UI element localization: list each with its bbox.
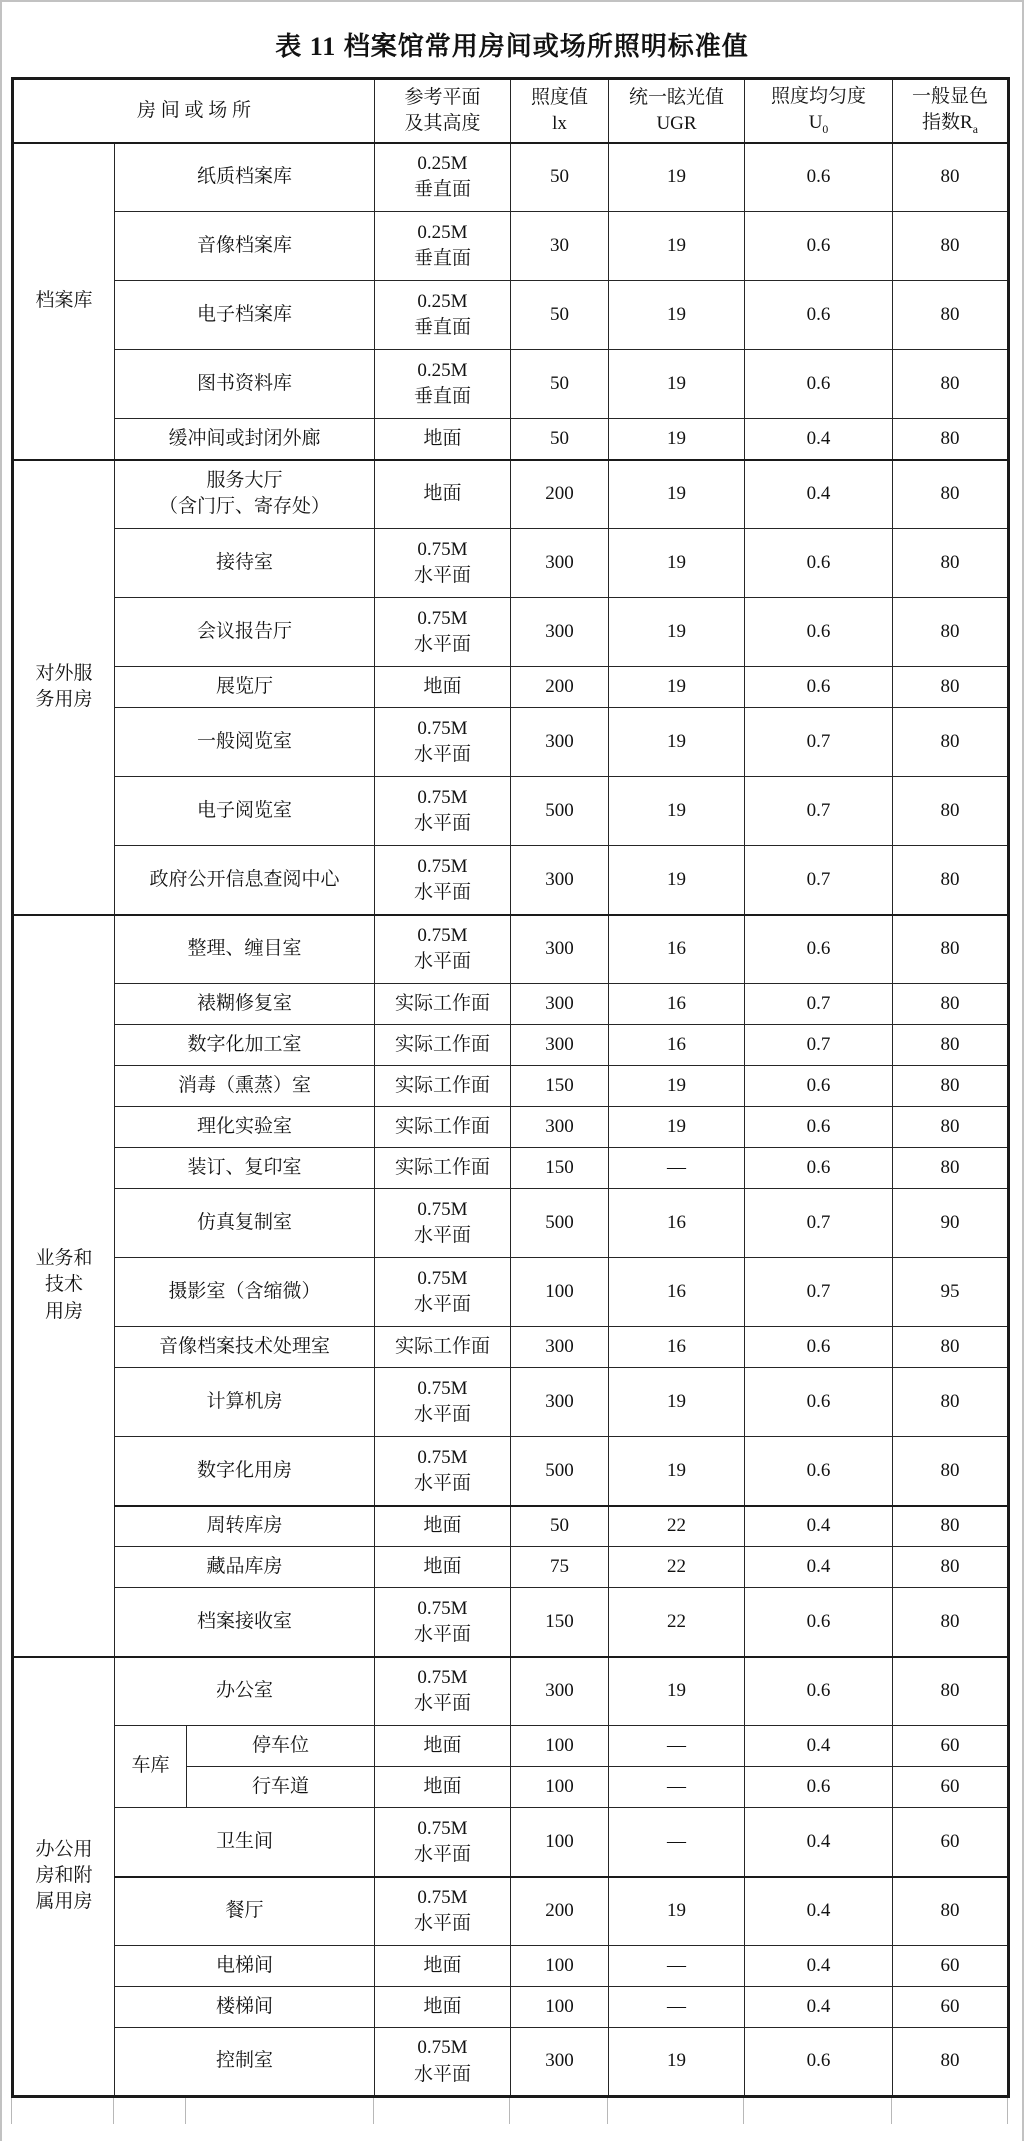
- reference-plane-cell: 实际工作面: [375, 1107, 511, 1148]
- illuminance-cell: 300: [511, 2028, 609, 2097]
- illuminance-cell: 100: [511, 1946, 609, 1987]
- table-body: [13, 143, 1009, 2097]
- illuminance-cell: 150: [511, 1588, 609, 1657]
- table-row: [13, 1189, 1009, 1258]
- table-row: [13, 598, 1009, 667]
- cri-cell: 60: [893, 1808, 1009, 1877]
- illuminance-cell: 300: [511, 1327, 609, 1368]
- table-row: [13, 846, 1009, 915]
- table-row: [13, 667, 1009, 708]
- cri-cell: 60: [893, 1946, 1009, 1987]
- cri-cell: 80: [893, 529, 1009, 598]
- reference-plane-cell: 实际工作面: [375, 1066, 511, 1107]
- illuminance-header-line1: 照度值: [530, 86, 588, 108]
- room-cell: 卫生间: [115, 1808, 375, 1877]
- uniformity-cell: 0.6: [745, 1066, 893, 1107]
- cri-cell: 80: [893, 143, 1009, 212]
- ugr-header-line1: 统一眩光值: [628, 86, 724, 108]
- ugr-cell: 19: [609, 350, 745, 419]
- table-row: [13, 1506, 1009, 1547]
- uniformity-cell: 0.7: [745, 708, 893, 777]
- illuminance-header-line2: lx: [552, 112, 567, 134]
- uniformity-cell: 0.6: [745, 1107, 893, 1148]
- room-header-label: 房 间 或 场 所: [136, 99, 251, 121]
- ugr-cell: —: [609, 1767, 745, 1808]
- table-row: [13, 212, 1009, 281]
- ugr-cell: 19: [609, 143, 745, 212]
- reference-plane-cell: 实际工作面: [375, 984, 511, 1025]
- illuminance-cell: 200: [511, 1877, 609, 1946]
- partial-cell: [510, 2098, 608, 2124]
- illuminance-cell: 300: [511, 1368, 609, 1437]
- partial-cell: [892, 2098, 1008, 2124]
- partial-row: [12, 2098, 1008, 2124]
- reference-plane-cell: 0.25M 垂直面: [375, 281, 511, 350]
- room-cell: 整理、缠目室: [115, 915, 375, 984]
- illuminance-cell: 75: [511, 1547, 609, 1588]
- illuminance-cell: 300: [511, 1107, 609, 1148]
- table-header-body: [13, 79, 1009, 143]
- illuminance-cell: 50: [511, 350, 609, 419]
- table-row: [13, 1726, 1009, 1767]
- room-cell: 音像档案库: [115, 212, 375, 281]
- illuminance-cell: 300: [511, 529, 609, 598]
- room-cell: 缓冲间或封闭外廊: [115, 419, 375, 460]
- uniformity-cell: 0.4: [745, 1506, 893, 1547]
- uniformity-cell: 0.6: [745, 1437, 893, 1506]
- table-row: [13, 1808, 1009, 1877]
- cri-header-line1: 一般显色: [911, 85, 988, 107]
- ugr-cell: 19: [609, 1437, 745, 1506]
- room-cell: 周转库房: [115, 1506, 375, 1547]
- cri-cell: 80: [893, 777, 1009, 846]
- table-row: [13, 1437, 1009, 1506]
- reference-plane-cell: 0.75M 水平面: [375, 1808, 511, 1877]
- uniformity-cell: 0.6: [745, 1327, 893, 1368]
- ugr-cell: 16: [609, 1258, 745, 1327]
- room-cell: 理化实验室: [115, 1107, 375, 1148]
- room-cell: 停车位: [187, 1726, 375, 1767]
- room-cell: 纸质档案库: [115, 143, 375, 212]
- reference-plane-cell: 地面: [375, 1767, 511, 1808]
- partial-cell: [186, 2098, 374, 2124]
- table-row: [13, 529, 1009, 598]
- reference-plane-cell: 0.75M 水平面: [375, 1368, 511, 1437]
- cri-cell: 80: [893, 984, 1009, 1025]
- uniformity-cell: 0.4: [745, 1726, 893, 1767]
- illuminance-cell: 500: [511, 777, 609, 846]
- uniformity-cell: 0.6: [745, 1588, 893, 1657]
- table-row: [13, 1987, 1009, 2028]
- ugr-cell: 22: [609, 1506, 745, 1547]
- ugr-cell: 19: [609, 1066, 745, 1107]
- cri-cell: 80: [893, 212, 1009, 281]
- room-cell: 数字化用房: [115, 1437, 375, 1506]
- room-cell: 图书资料库: [115, 350, 375, 419]
- category-cell: 办公用 房和附 属用房: [13, 1657, 115, 2097]
- uniformity-cell: 0.6: [745, 1368, 893, 1437]
- room-cell: 办公室: [115, 1657, 375, 1726]
- ugr-cell: 19: [609, 708, 745, 777]
- cri-cell: 80: [893, 1877, 1009, 1946]
- cri-cell: 80: [893, 1657, 1009, 1726]
- uniformity-cell: 0.4: [745, 1808, 893, 1877]
- reference-plane-cell: 0.75M 水平面: [375, 915, 511, 984]
- room-cell: 摄影室（含缩微）: [115, 1258, 375, 1327]
- ugr-cell: —: [609, 1987, 745, 2028]
- table-row: [13, 143, 1009, 212]
- reference-plane-cell: 地面: [375, 1506, 511, 1547]
- illuminance-cell: 100: [511, 1808, 609, 1877]
- cri-cell: 80: [893, 667, 1009, 708]
- reference-plane-cell: 0.75M 水平面: [375, 1437, 511, 1506]
- cri-cell: 80: [893, 1588, 1009, 1657]
- reference-plane-cell: 0.75M 水平面: [375, 1588, 511, 1657]
- room-cell: 数字化加工室: [115, 1025, 375, 1066]
- ugr-cell: 22: [609, 1588, 745, 1657]
- uniformity-cell: 0.6: [745, 143, 893, 212]
- illuminance-cell: 100: [511, 1767, 609, 1808]
- ugr-cell: 16: [609, 1189, 745, 1258]
- uniformity-cell: 0.6: [745, 2028, 893, 2097]
- ugr-header-cell: [609, 79, 745, 143]
- room-cell: 档案接收室: [115, 1588, 375, 1657]
- room-cell: 裱糊修复室: [115, 984, 375, 1025]
- ugr-cell: 19: [609, 2028, 745, 2097]
- category-cell: 档案库: [13, 143, 115, 460]
- ugr-header-line2: UGR: [656, 112, 697, 134]
- room-header-cell: [13, 79, 375, 143]
- table-row: [13, 1877, 1009, 1946]
- ref-plane-header-line2: 及其高度: [404, 112, 481, 134]
- illuminance-cell: 300: [511, 915, 609, 984]
- room-cell: 接待室: [115, 529, 375, 598]
- cri-cell: 80: [893, 419, 1009, 460]
- uniformity-cell: 0.6: [745, 529, 893, 598]
- ugr-cell: 19: [609, 667, 745, 708]
- partial-cell: [608, 2098, 744, 2124]
- partial-cell: [374, 2098, 510, 2124]
- table-row: [13, 1588, 1009, 1657]
- room-cell: 展览厅: [115, 667, 375, 708]
- ugr-cell: —: [609, 1148, 745, 1189]
- uniformity-cell: 0.4: [745, 1877, 893, 1946]
- uniformity-cell: 0.6: [745, 281, 893, 350]
- reference-plane-cell: 地面: [375, 667, 511, 708]
- cri-header-cell: [893, 79, 1009, 143]
- table-row: [13, 1107, 1009, 1148]
- uniformity-cell: 0.6: [745, 1657, 893, 1726]
- partial-cell: [12, 2098, 114, 2124]
- table-row: [13, 1657, 1009, 1726]
- ugr-cell: 16: [609, 1025, 745, 1066]
- table-row: [13, 2028, 1009, 2097]
- reference-plane-cell: 实际工作面: [375, 1148, 511, 1189]
- reference-plane-cell: 地面: [375, 1726, 511, 1767]
- room-cell: 会议报告厅: [115, 598, 375, 667]
- illuminance-cell: 500: [511, 1437, 609, 1506]
- uniformity-cell: 0.6: [745, 1148, 893, 1189]
- uniformity-header-line1: 照度均匀度: [770, 85, 866, 107]
- uniformity-cell: 0.4: [745, 419, 893, 460]
- reference-plane-cell: 地面: [375, 1547, 511, 1588]
- reference-plane-cell: 0.75M 水平面: [375, 1189, 511, 1258]
- partial-cell: [744, 2098, 892, 2124]
- table-row: [13, 915, 1009, 984]
- ugr-cell: 19: [609, 419, 745, 460]
- uniformity-cell: 0.7: [745, 1025, 893, 1066]
- uniformity-cell: 0.7: [745, 984, 893, 1025]
- uniformity-cell: 0.7: [745, 1189, 893, 1258]
- subcategory-cell: 车库: [115, 1726, 187, 1808]
- table-row: [13, 1368, 1009, 1437]
- room-cell: 消毒（熏蒸）室: [115, 1066, 375, 1107]
- category-cell: 对外服 务用房: [13, 460, 115, 915]
- ugr-cell: 19: [609, 1107, 745, 1148]
- table-row: [13, 1946, 1009, 1987]
- reference-plane-cell: 0.75M 水平面: [375, 2028, 511, 2097]
- illuminance-cell: 50: [511, 143, 609, 212]
- table-row: [13, 350, 1009, 419]
- table-row: [13, 984, 1009, 1025]
- uniformity-cell: 0.4: [745, 1987, 893, 2028]
- cri-cell: 80: [893, 1025, 1009, 1066]
- reference-plane-cell: 0.75M 水平面: [375, 529, 511, 598]
- illuminance-cell: 300: [511, 984, 609, 1025]
- reference-plane-cell: 0.75M 水平面: [375, 846, 511, 915]
- ref-plane-header-line1: 参考平面: [404, 86, 481, 108]
- table-row: [13, 777, 1009, 846]
- cri-cell: 80: [893, 598, 1009, 667]
- table-row: [13, 1547, 1009, 1588]
- cri-cell: 80: [893, 350, 1009, 419]
- room-cell: 电梯间: [115, 1946, 375, 1987]
- illuminance-cell: 100: [511, 1726, 609, 1767]
- reference-plane-cell: 0.25M 垂直面: [375, 350, 511, 419]
- uniformity-cell: 0.7: [745, 777, 893, 846]
- uniformity-header-line2: $U_0$: [808, 111, 829, 136]
- ugr-cell: 19: [609, 460, 745, 529]
- ugr-cell: 16: [609, 984, 745, 1025]
- room-cell: 计算机房: [115, 1368, 375, 1437]
- illuminance-cell: 50: [511, 281, 609, 350]
- reference-plane-cell: 0.25M 垂直面: [375, 143, 511, 212]
- ugr-cell: 16: [609, 1327, 745, 1368]
- cri-cell: 95: [893, 1258, 1009, 1327]
- reference-plane-cell: 地面: [375, 1946, 511, 1987]
- room-cell: 藏品库房: [115, 1547, 375, 1588]
- reference-plane-cell: 0.75M 水平面: [375, 1258, 511, 1327]
- reference-plane-cell: 0.75M 水平面: [375, 598, 511, 667]
- category-cell: 业务和 技术 用房: [13, 915, 115, 1657]
- uniformity-cell: 0.4: [745, 1946, 893, 1987]
- table-row: [13, 1066, 1009, 1107]
- illuminance-cell: 150: [511, 1066, 609, 1107]
- uniformity-cell: 0.4: [745, 1547, 893, 1588]
- reference-plane-cell: 0.75M 水平面: [375, 777, 511, 846]
- cri-cell: 80: [893, 1547, 1009, 1588]
- cri-cell: 80: [893, 1148, 1009, 1189]
- cri-cell: 80: [893, 846, 1009, 915]
- reference-plane-cell: 0.25M 垂直面: [375, 212, 511, 281]
- room-cell: 行车道: [187, 1767, 375, 1808]
- reference-plane-cell: 地面: [375, 419, 511, 460]
- cri-cell: 80: [893, 1327, 1009, 1368]
- cri-cell: 90: [893, 1189, 1009, 1258]
- room-cell: 楼梯间: [115, 1987, 375, 2028]
- cut-off-partial-row: [11, 2098, 1008, 2124]
- cri-cell: 80: [893, 281, 1009, 350]
- cri-cell: 60: [893, 1767, 1009, 1808]
- table-row: [13, 1258, 1009, 1327]
- table-row: [13, 1025, 1009, 1066]
- uniformity-cell: 0.6: [745, 598, 893, 667]
- room-cell: 政府公开信息查阅中心: [115, 846, 375, 915]
- cri-cell: 80: [893, 1066, 1009, 1107]
- cri-cell: 80: [893, 1107, 1009, 1148]
- uniformity-cell: 0.6: [745, 350, 893, 419]
- uniformity-cell: 0.6: [745, 915, 893, 984]
- room-cell: 服务大厅 （含门厅、寄存处）: [115, 460, 375, 529]
- reference-plane-cell: 0.75M 水平面: [375, 1877, 511, 1946]
- table-row: [13, 1148, 1009, 1189]
- illuminance-cell: 50: [511, 419, 609, 460]
- room-cell: 餐厅: [115, 1877, 375, 1946]
- reference-plane-cell: 实际工作面: [375, 1327, 511, 1368]
- table-row: [13, 708, 1009, 777]
- reference-plane-cell: 0.75M 水平面: [375, 708, 511, 777]
- illuminance-cell: 50: [511, 1506, 609, 1547]
- reference-plane-cell: 地面: [375, 1987, 511, 2028]
- cri-cell: 80: [893, 1506, 1009, 1547]
- illuminance-cell: 200: [511, 667, 609, 708]
- header-row: [13, 79, 1009, 143]
- room-cell: 仿真复制室: [115, 1189, 375, 1258]
- cri-cell: 80: [893, 2028, 1009, 2097]
- ugr-cell: 16: [609, 915, 745, 984]
- ugr-cell: 19: [609, 777, 745, 846]
- uniformity-cell: 0.4: [745, 460, 893, 529]
- room-cell: 装订、复印室: [115, 1148, 375, 1189]
- illuminance-cell: 100: [511, 1258, 609, 1327]
- ugr-cell: 19: [609, 1877, 745, 1946]
- ugr-cell: 22: [609, 1547, 745, 1588]
- illuminance-cell: 500: [511, 1189, 609, 1258]
- uniformity-cell: 0.7: [745, 1258, 893, 1327]
- room-cell: 电子档案库: [115, 281, 375, 350]
- room-cell: 音像档案技术处理室: [115, 1327, 375, 1368]
- illuminance-cell: 300: [511, 1657, 609, 1726]
- cri-header-line2: 指数$R_a$: [922, 111, 978, 136]
- ugr-cell: 19: [609, 212, 745, 281]
- illuminance-cell: 300: [511, 708, 609, 777]
- cri-cell: 80: [893, 1437, 1009, 1506]
- ugr-cell: 19: [609, 529, 745, 598]
- illuminance-cell: 300: [511, 846, 609, 915]
- ugr-cell: —: [609, 1808, 745, 1877]
- cri-cell: 80: [893, 460, 1009, 529]
- illuminance-cell: 300: [511, 598, 609, 667]
- ugr-cell: —: [609, 1946, 745, 1987]
- illuminance-cell: 100: [511, 1987, 609, 2028]
- uniformity-cell: 0.6: [745, 212, 893, 281]
- ugr-cell: 19: [609, 1368, 745, 1437]
- ugr-cell: 19: [609, 598, 745, 667]
- illuminance-cell: 30: [511, 212, 609, 281]
- ugr-cell: —: [609, 1726, 745, 1767]
- room-cell: 电子阅览室: [115, 777, 375, 846]
- page-title: 表 11 档案馆常用房间或场所照明标准值: [275, 32, 749, 61]
- uniformity-cell: 0.7: [745, 846, 893, 915]
- cri-cell: 80: [893, 708, 1009, 777]
- lighting-standards-table: [11, 77, 1010, 2098]
- partial-cell: [114, 2098, 186, 2124]
- reference-plane-header-cell: [375, 79, 511, 143]
- room-cell: 一般阅览室: [115, 708, 375, 777]
- table-row: [13, 1327, 1009, 1368]
- cri-cell: 80: [893, 1368, 1009, 1437]
- illuminance-cell: 200: [511, 460, 609, 529]
- table-row: [13, 281, 1009, 350]
- reference-plane-cell: 实际工作面: [375, 1025, 511, 1066]
- room-cell: 控制室: [115, 2028, 375, 2097]
- ugr-cell: 19: [609, 846, 745, 915]
- reference-plane-cell: 地面: [375, 460, 511, 529]
- illuminance-cell: 150: [511, 1148, 609, 1189]
- table-row: [13, 460, 1009, 529]
- uniformity-cell: 0.6: [745, 1767, 893, 1808]
- cri-cell: 60: [893, 1726, 1009, 1767]
- cri-cell: 60: [893, 1987, 1009, 2028]
- reference-plane-cell: 0.75M 水平面: [375, 1657, 511, 1726]
- uniformity-cell: 0.6: [745, 667, 893, 708]
- ugr-cell: 19: [609, 1657, 745, 1726]
- illuminance-cell: 300: [511, 1025, 609, 1066]
- cri-cell: 80: [893, 915, 1009, 984]
- table-row: [13, 419, 1009, 460]
- uniformity-header-cell: [745, 79, 893, 143]
- ugr-cell: 19: [609, 281, 745, 350]
- illuminance-header-cell: [511, 79, 609, 143]
